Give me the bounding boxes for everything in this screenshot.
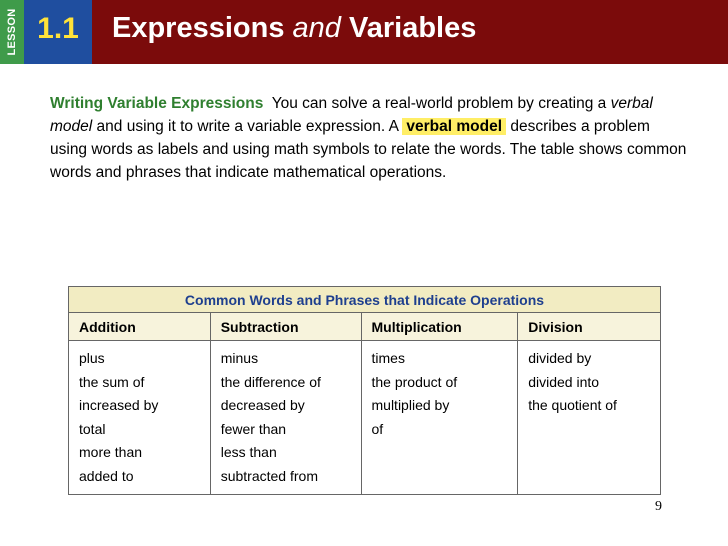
list-item: the quotient of bbox=[528, 397, 617, 413]
list-item: more than bbox=[79, 444, 143, 460]
list-item: divided into bbox=[528, 373, 600, 390]
paragraph-lead: Writing Variable Expressions bbox=[50, 95, 264, 112]
list-item: plus bbox=[79, 350, 105, 366]
list-item: multiplied by bbox=[371, 397, 450, 413]
list-item: subtracted from bbox=[220, 467, 318, 484]
table-caption: Common Words and Phrases that Indicate Operations bbox=[69, 287, 661, 313]
list-item: minus bbox=[220, 350, 259, 366]
list-item: the product of bbox=[371, 373, 458, 390]
lesson-number: 1.1 bbox=[37, 12, 79, 45]
paragraph-text-2: and using it to write a variable expression. A bbox=[96, 118, 399, 135]
highlighted-term: verbal model bbox=[402, 118, 506, 135]
list-item: the sum of bbox=[79, 373, 145, 390]
addition-cell bbox=[69, 341, 211, 495]
column-header-subtraction: Subtraction bbox=[210, 313, 361, 341]
subtraction-cell bbox=[210, 341, 361, 495]
list-item: increased by bbox=[79, 397, 159, 413]
list-item: times bbox=[371, 350, 405, 366]
title-word-expressions: Expressions bbox=[112, 12, 285, 44]
list-item: fewer than bbox=[220, 420, 287, 437]
list-item: total bbox=[79, 420, 106, 437]
title-word-variables: Variables bbox=[349, 12, 477, 44]
paragraph-term-italic: verbal model bbox=[50, 95, 653, 135]
column-header-addition: Addition bbox=[69, 313, 211, 341]
paragraph-text-3: describes a problem using words as labels and using math symbols to relate the words. The table shows common words and phrases that indicate mathematical operations. bbox=[50, 118, 687, 181]
multiplication-cell bbox=[361, 341, 518, 495]
lesson-number-box bbox=[24, 0, 92, 64]
list-item: added to bbox=[79, 467, 134, 484]
division-cell bbox=[518, 341, 661, 495]
operations-table bbox=[68, 286, 661, 495]
list-item: decreased by bbox=[220, 397, 305, 413]
list-item: less than bbox=[220, 444, 277, 460]
title-word-and: and bbox=[292, 12, 341, 44]
list-item: divided by bbox=[528, 350, 592, 366]
lesson-title bbox=[112, 12, 476, 45]
intro-paragraph bbox=[50, 92, 690, 184]
table-header-row bbox=[69, 313, 661, 341]
list-item: the difference of bbox=[220, 373, 321, 390]
list-item: of bbox=[371, 420, 384, 437]
lesson-header bbox=[0, 0, 728, 64]
lesson-tab-label: LESSON bbox=[6, 8, 18, 56]
lesson-tab bbox=[0, 0, 24, 64]
page-number: 9 bbox=[655, 499, 662, 514]
column-header-multiplication: Multiplication bbox=[361, 313, 518, 341]
column-header-division: Division bbox=[518, 313, 661, 341]
paragraph-text-1: You can solve a real-world problem by creating a bbox=[271, 95, 607, 112]
table-body-row bbox=[69, 341, 661, 495]
